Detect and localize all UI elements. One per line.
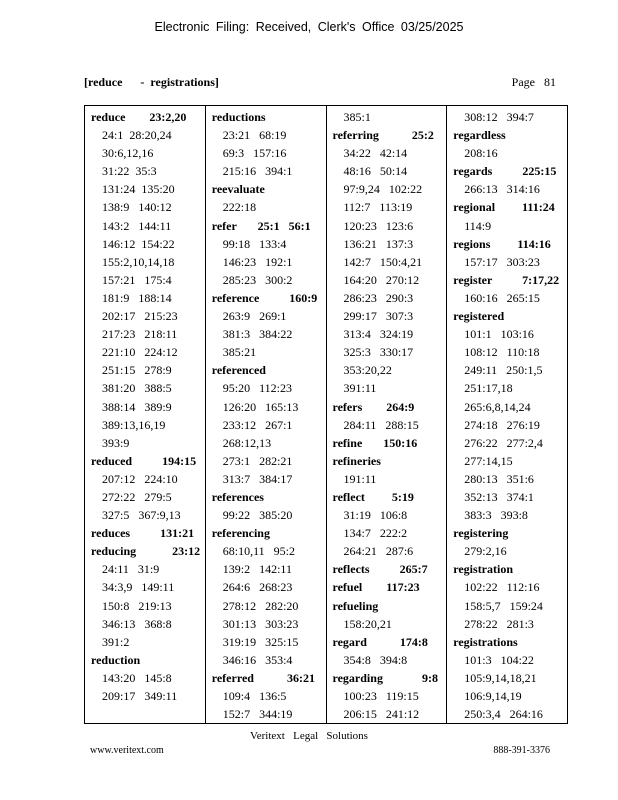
index-term: refer 25:1 56:1 [211, 218, 311, 233]
index-term: registration [453, 562, 514, 577]
page-line-ref: 264:21 287:6 [343, 544, 414, 559]
page-line-ref: 105:9,14,18,21 [464, 670, 537, 685]
index-column-1 [85, 106, 205, 723]
page-line-ref: 202:17 215:23 [102, 309, 178, 324]
page-line-ref: 31:19 106:8 [343, 508, 408, 523]
index-term: regional 111:24 [453, 200, 555, 215]
index-term: referring 25:2 [332, 128, 434, 143]
page-line-ref: 352:13 374:1 [464, 489, 534, 504]
index-term: regarding 9:8 [332, 670, 438, 685]
page-line-ref: 277:14,15 [464, 453, 513, 468]
page-line-ref: 114:9 [464, 218, 492, 233]
page-line-ref: 155:2,10,14,18 [102, 254, 175, 269]
page-line-ref: 266:13 314:16 [464, 182, 540, 197]
page-line-ref: 251:15 278:9 [102, 363, 172, 378]
footer-phone: 888-391-3376 [493, 745, 550, 756]
index-term: references [211, 489, 264, 504]
page-line-ref: 157:17 303:23 [464, 254, 540, 269]
page-line-ref: 346:16 353:4 [222, 652, 293, 667]
index-term: register 7:17,22 [453, 272, 560, 287]
page-line-ref: 285:23 300:2 [222, 272, 293, 287]
page-line-ref: 221:10 224:12 [102, 345, 178, 360]
page-line-ref: 273:1 282:21 [222, 453, 293, 468]
page-line-ref: 102:22 112:16 [464, 580, 540, 595]
page-line-ref: 131:24 135:20 [102, 182, 175, 197]
page-number: Page 81 [511, 75, 556, 89]
page-line-ref: 143:2 144:11 [102, 218, 172, 233]
page-line-ref: 24:11 31:9 [102, 562, 160, 577]
page-line-ref: 286:23 290:3 [343, 290, 414, 305]
page-line-ref: 265:6,8,14,24 [464, 399, 531, 414]
footer-website: www.veritext.com [90, 745, 164, 756]
page-line-ref: 31:22 35:3 [102, 164, 157, 179]
page-line-ref: 299:17 307:3 [343, 309, 414, 324]
index-term: reducing 23:12 [91, 544, 201, 559]
page-line-ref: 100:23 119:15 [343, 689, 419, 703]
page-line-ref: 146:12 154:22 [102, 236, 175, 251]
page-line-ref: 181:9 188:14 [102, 290, 172, 305]
page-line-ref: 97:9,24 102:22 [343, 182, 423, 197]
page-line-ref: 308:12 394:7 [464, 110, 534, 124]
page-line-ref: 222:18 [222, 200, 257, 215]
index-term: referred 36:21 [211, 670, 315, 685]
page-line-ref: 381:20 388:5 [102, 381, 172, 396]
page-line-ref: 136:21 137:3 [343, 236, 414, 251]
page-line-ref: 383:3 393:8 [464, 508, 528, 523]
index-term: regions 114:16 [453, 236, 551, 251]
page-line-ref: 264:6 268:23 [222, 580, 293, 595]
page-line-ref: 101:1 103:16 [464, 327, 534, 342]
page-line-ref: 207:12 224:10 [102, 471, 178, 486]
index-term: reduced 194:15 [91, 453, 197, 468]
index-term: refineries [332, 453, 381, 468]
page-line-ref: 139:2 142:11 [222, 562, 292, 577]
page-line-ref: 325:3 330:17 [343, 345, 414, 360]
index-term: reference 160:9 [211, 290, 318, 305]
index-term: reflect 5:19 [332, 489, 414, 504]
index-term: regards 225:15 [453, 164, 557, 179]
page-line-ref: 24:1 28:20,24 [102, 128, 172, 143]
index-term: reduction [91, 652, 141, 667]
index-term: refueling [332, 598, 379, 613]
page-line-ref: 48:16 50:14 [343, 164, 408, 179]
index-term: reevaluate [211, 182, 265, 197]
page-line-ref: 138:9 140:12 [102, 200, 172, 215]
page-line-ref: 34:22 42:14 [343, 146, 408, 161]
page-line-ref: 158:5,7 159:24 [464, 598, 543, 613]
page-line-ref: 385:1 [343, 110, 371, 124]
page-line-ref: 381:3 384:22 [222, 327, 293, 342]
page-line-ref: 215:16 394:1 [222, 164, 293, 179]
page-line-ref: 233:12 267:1 [222, 417, 293, 432]
index-term: reductions [211, 110, 266, 124]
page-line-ref: 354:8 394:8 [343, 652, 408, 667]
index-term: refuel 117:23 [332, 580, 420, 595]
page-line-ref: 150:8 219:13 [102, 598, 172, 613]
page-line-ref: 143:20 145:8 [102, 670, 172, 685]
page-line-ref: 263:9 269:1 [222, 309, 287, 324]
index-term: refers 264:9 [332, 399, 415, 414]
page-line-ref: 126:20 165:13 [222, 399, 299, 414]
page-line-ref: 388:14 389:9 [102, 399, 172, 414]
page-line-ref: 99:22 385:20 [222, 508, 293, 523]
index-range-header: [reduce - registrations] [84, 75, 219, 89]
page-line-ref: 274:18 276:19 [464, 417, 540, 432]
index-term: referencing [211, 526, 270, 541]
page-line-ref: 250:3,4 264:16 [464, 707, 543, 722]
page-line-ref: 217:23 218:11 [102, 327, 178, 342]
page-line-ref: 99:18 133:4 [222, 236, 287, 251]
page-line-ref: 160:16 265:15 [464, 290, 540, 305]
footer-company: Veritext Legal Solutions [250, 730, 368, 742]
index-column-4 [446, 106, 567, 723]
page-line-ref: 23:21 68:19 [222, 128, 287, 143]
index-term: regardless [453, 128, 506, 143]
index-term: regard 174:8 [332, 634, 428, 649]
index-term: registering [453, 526, 509, 541]
filing-stamp: Electronic Filing: Received, Clerk's Office 03/25/2025 [154, 20, 464, 34]
page-line-ref: 146:23 192:1 [222, 254, 293, 269]
page-line-ref: 157:21 175:4 [102, 272, 172, 287]
page-line-ref: 353:20,22 [343, 363, 392, 378]
page-line-ref: 158:20,21 [343, 616, 392, 631]
page-line-ref: 164:20 270:12 [343, 272, 420, 287]
page-line-ref: 249:11 250:1,5 [464, 363, 543, 378]
page-line-ref: 278:12 282:20 [222, 598, 299, 613]
index-term: refine 150:16 [332, 435, 418, 450]
index-column-2 [205, 106, 326, 723]
index-term: referenced [211, 363, 266, 378]
page-line-ref: 152:7 344:19 [222, 707, 293, 722]
page-line-ref: 109:4 136:5 [222, 689, 287, 703]
index-term: reduces 131:21 [91, 526, 195, 541]
page-line-ref: 284:11 288:15 [343, 417, 419, 432]
page-line-ref: 385:21 [222, 345, 257, 360]
page-line-ref: 30:6,12,16 [102, 146, 154, 161]
index-term: reduce 23:2,20 [91, 110, 187, 124]
page-line-ref: 393:9 [102, 435, 130, 450]
page-line-ref: 319:19 325:15 [222, 634, 299, 649]
index-term: registrations [453, 634, 518, 649]
page-line-ref: 101:3 104:22 [464, 652, 534, 667]
page-line-ref: 209:17 349:11 [102, 689, 178, 703]
page-line-ref: 95:20 112:23 [222, 381, 292, 396]
page-line-ref: 276:22 277:2,4 [464, 435, 543, 450]
page-line-ref: 112:7 113:19 [343, 200, 413, 215]
page-line-ref: 391:11 [343, 381, 377, 396]
page-line-ref: 280:13 351:6 [464, 471, 534, 486]
index-term: reflects 265:7 [332, 562, 428, 577]
page-line-ref: 251:17,18 [464, 381, 513, 396]
page-line-ref: 142:7 150:4,21 [343, 254, 423, 269]
page-line-ref: 68:10,11 95:2 [222, 544, 295, 559]
page-line-ref: 134:7 222:2 [343, 526, 408, 541]
page-line-ref: 346:13 368:8 [102, 616, 172, 631]
page-line-ref: 34:3,9 149:11 [102, 580, 175, 595]
page-line-ref: 278:22 281:3 [464, 616, 534, 631]
page-line-ref: 108:12 110:18 [464, 345, 540, 360]
page-line-ref: 327:5 367:9,13 [102, 508, 181, 523]
page-line-ref: 191:11 [343, 471, 377, 486]
page-line-ref: 69:3 157:16 [222, 146, 287, 161]
page-line-ref: 272:22 279:5 [102, 489, 172, 504]
page-line-ref: 208:16 [464, 146, 498, 161]
page-line-ref: 301:13 303:23 [222, 616, 299, 631]
page-line-ref: 313:7 384:17 [222, 471, 293, 486]
page-line-ref: 268:12,13 [222, 435, 272, 450]
page-line-ref: 313:4 324:19 [343, 327, 414, 342]
index-term: registered [453, 309, 505, 324]
page-line-ref: 279:2,16 [464, 544, 507, 559]
page-line-ref: 391:2 [102, 634, 130, 649]
word-index-table [84, 105, 568, 724]
page-line-ref: 106:9,14,19 [464, 689, 522, 703]
page-line-ref: 389:13,16,19 [102, 417, 166, 432]
page-line-ref: 120:23 123:6 [343, 218, 414, 233]
page-line-ref: 206:15 241:12 [343, 707, 420, 722]
index-column-3 [326, 106, 447, 723]
